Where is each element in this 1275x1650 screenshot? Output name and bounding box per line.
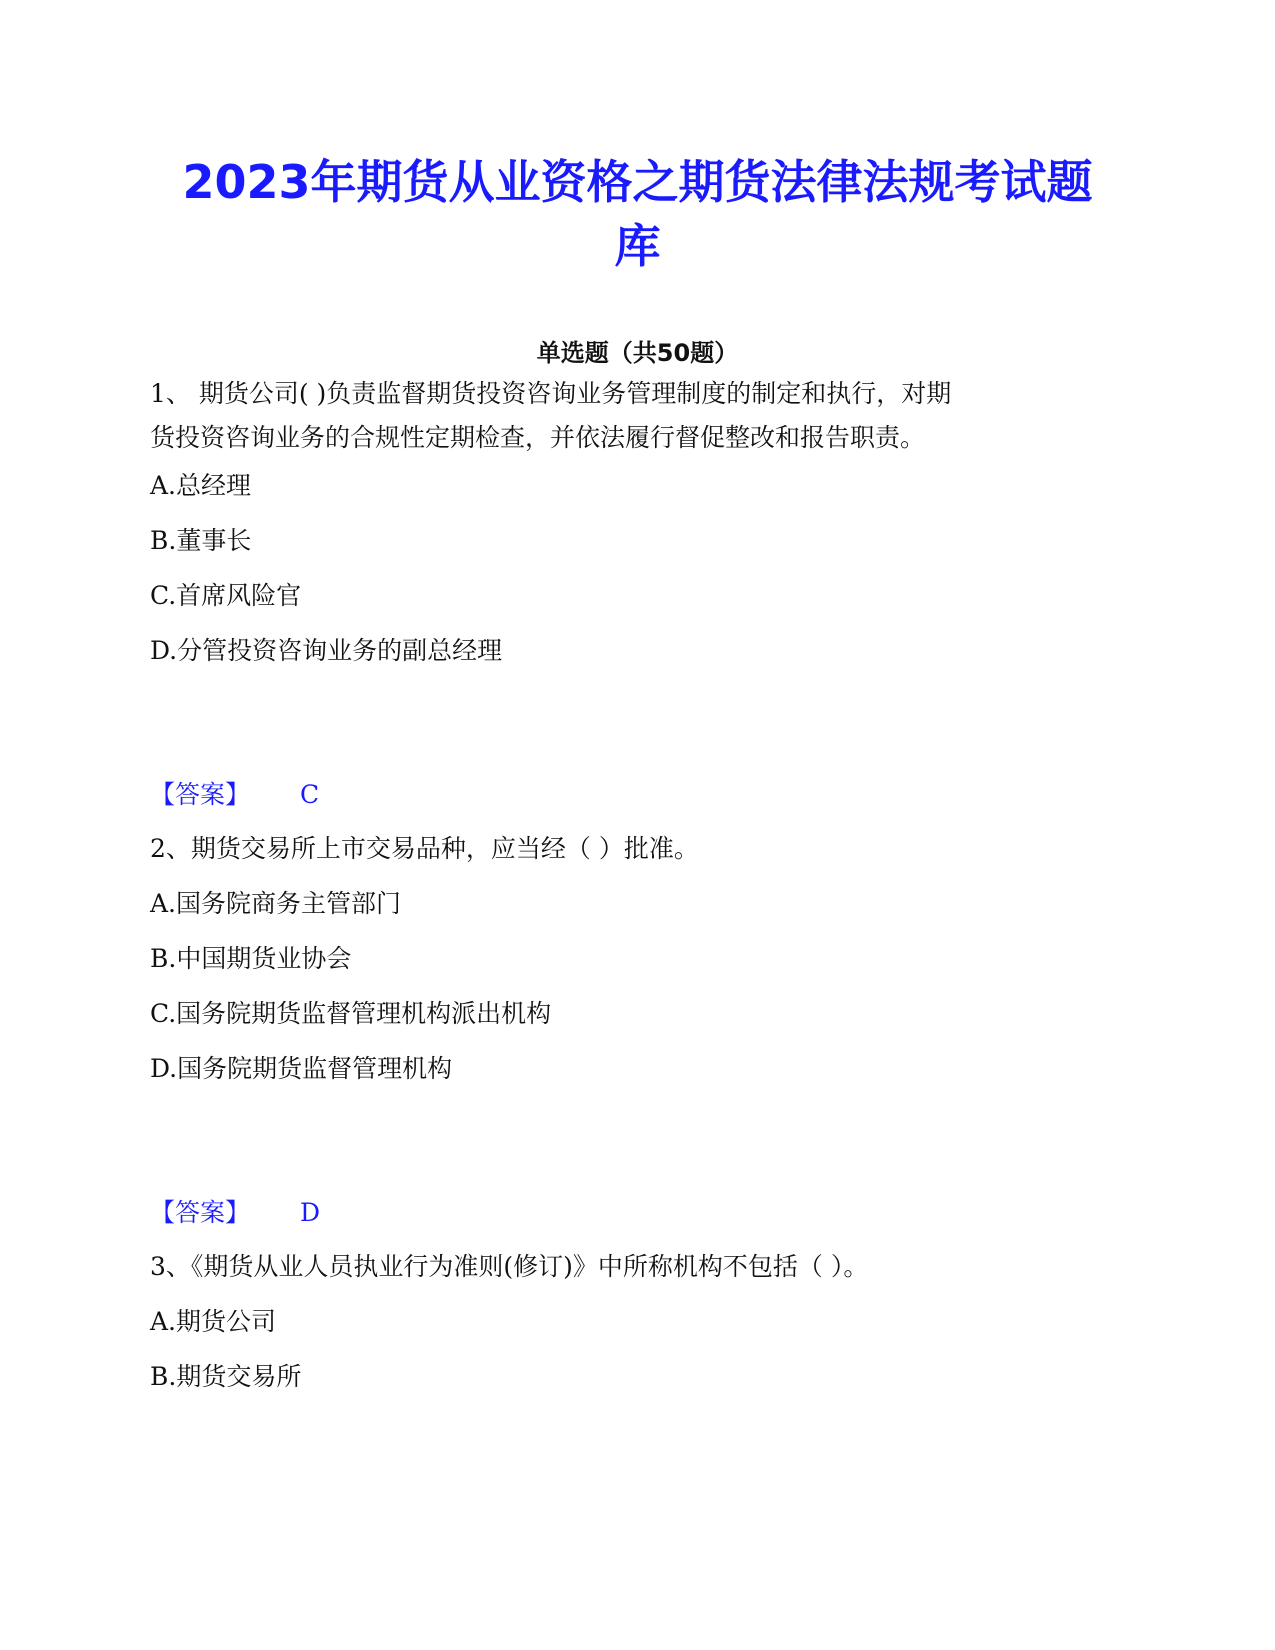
question-1-option-d: D.分管投资咨询业务的副总经理 <box>150 636 503 665</box>
document-title-line-1: 2023年期货从业资格之期货法律法规考试题 <box>182 155 1093 209</box>
answer-value: C <box>300 780 320 809</box>
answer-value: D <box>300 1198 321 1227</box>
question-2-option-c: C.国务院期货监督管理机构派出机构 <box>150 999 552 1028</box>
question-1-option-b: B.董事长 <box>150 526 252 555</box>
question-1-stem-line-2: 货投资咨询业务的合规性定期检查，并依法履行督促整改和报告职责。 <box>150 423 926 452</box>
question-2-option-b: B.中国期货业协会 <box>150 944 352 973</box>
document-title-line-2: 库 <box>614 219 661 273</box>
document-title <box>130 150 1145 278</box>
question-1-stem-line-1: 1、 期货公司( )负责监督期货投资咨询业务管理制度的制定和执行，对期 <box>150 379 952 408</box>
question-3-option-b: B.期货交易所 <box>150 1362 302 1391</box>
question-1-option-c: C.首席风险官 <box>150 581 302 610</box>
question-1-option-a: A.总经理 <box>150 471 252 500</box>
question-2-option-a: A.国务院商务主管部门 <box>150 889 402 918</box>
section-heading: 单选题（共50题） <box>536 339 739 367</box>
question-3-option-a: A.期货公司 <box>150 1307 277 1336</box>
answer-label: 【答案】 <box>150 1198 251 1227</box>
question-2-answer <box>150 1196 320 1230</box>
question-3-stem: 3、《期货从业人员执业行为准则(修订)》中所称机构不包括（ ）。 <box>150 1252 869 1281</box>
answer-label: 【答案】 <box>150 780 251 809</box>
question-1-answer <box>150 778 319 812</box>
question-1-stem <box>150 372 1110 460</box>
question-2-stem: 2、期货交易所上市交易品种，应当经（ ）批准。 <box>150 834 699 863</box>
question-2-option-d: D.国务院期货监督管理机构 <box>150 1054 453 1083</box>
